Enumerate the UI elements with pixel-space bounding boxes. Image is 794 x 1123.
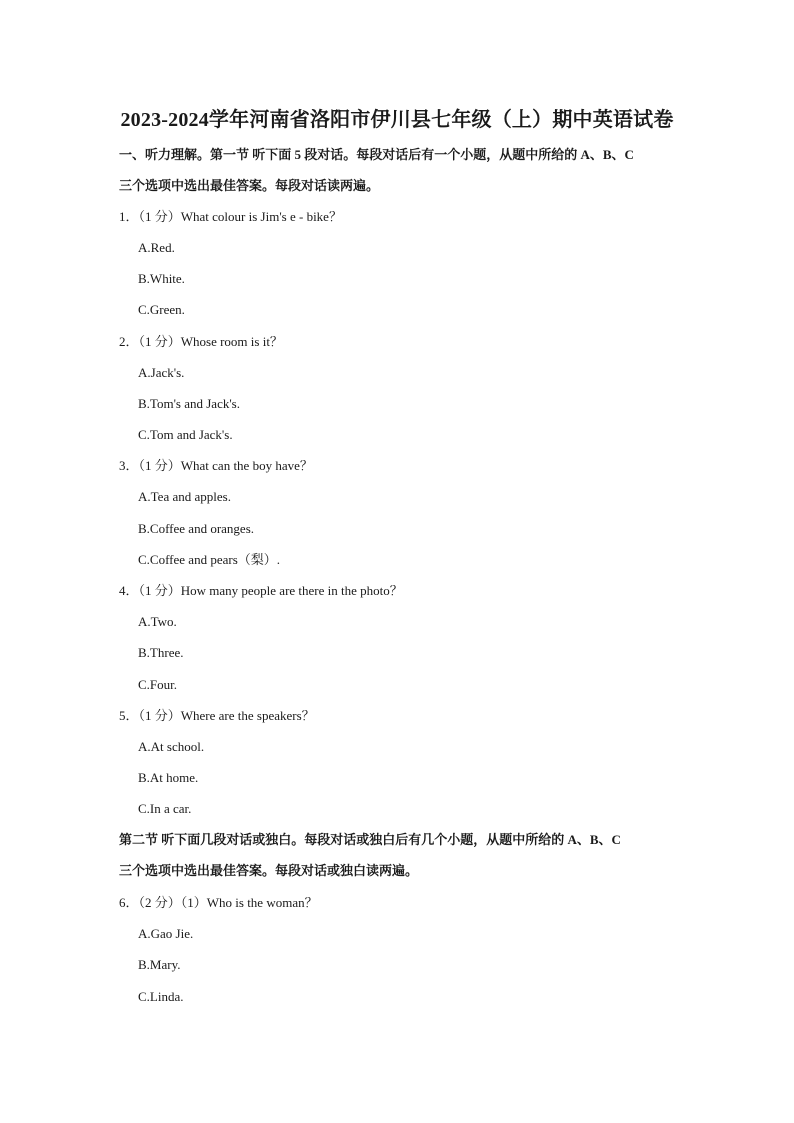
question-5-stem: 5．（1 分）Where are the speakers？ [119,708,315,723]
section2-instruction-line2: 三个选项中选出最佳答案。每段对话或独白读两遍。 [119,863,419,878]
question-4-option-a: A.Two. [138,614,177,629]
question-2-option-b: B.Tom's and Jack's. [138,396,240,411]
page-title: 2023-2024学年河南省洛阳市伊川县七年级（上）期中英语试卷 [120,109,674,131]
question-2-option-c: C.Tom and Jack's. [138,427,233,442]
question-1-option-c: C.Green. [138,302,185,317]
question-1-stem: 1．（1 分）What colour is Jim's e - bike？ [119,209,342,224]
section2-instruction-line1: 第二节 听下面几段对话或独白。每段对话或独白后有几个小题，从题中所给的 A、B、C [119,832,621,847]
question-4-option-c: C.Four. [138,677,178,692]
question-5-option-a: A.At school. [138,739,205,754]
question-3-option-b: B.Coffee and oranges. [138,521,255,536]
question-3-option-c: C.Coffee and pears（梨）. [138,552,281,567]
question-5-option-c: C.In a car. [138,801,192,816]
question-1-option-b: B.White. [138,271,185,286]
question-5-option-b: B.At home. [138,770,199,785]
question-6-option-a: A.Gao Jie. [138,926,194,941]
question-4-option-b: B.Three. [138,645,184,660]
question-6-stem: 6．（2 分）（1）Who is the woman？ [119,895,318,910]
question-6-option-c: C.Linda. [138,989,184,1004]
question-2-option-a: A.Jack's. [138,365,185,380]
question-2-stem: 2．（1 分）Whose room is it？ [119,334,283,349]
question-6-option-b: B.Mary. [138,957,181,972]
question-1-option-a: A.Red. [138,240,175,255]
question-3-option-a: A.Tea and apples. [138,489,231,504]
question-3-stem: 3．（1 分）What can the boy have？ [119,458,313,473]
section1-instruction-line1: 一、听力理解。第一节 听下面 5 段对话。每段对话后有一个小题，从题中所给的 A、B、C [119,147,634,162]
question-4-stem: 4．（1 分）How many people are there in the photo？ [119,583,403,598]
section1-instruction-line2: 三个选项中选出最佳答案。每段对话读两遍。 [119,178,380,193]
